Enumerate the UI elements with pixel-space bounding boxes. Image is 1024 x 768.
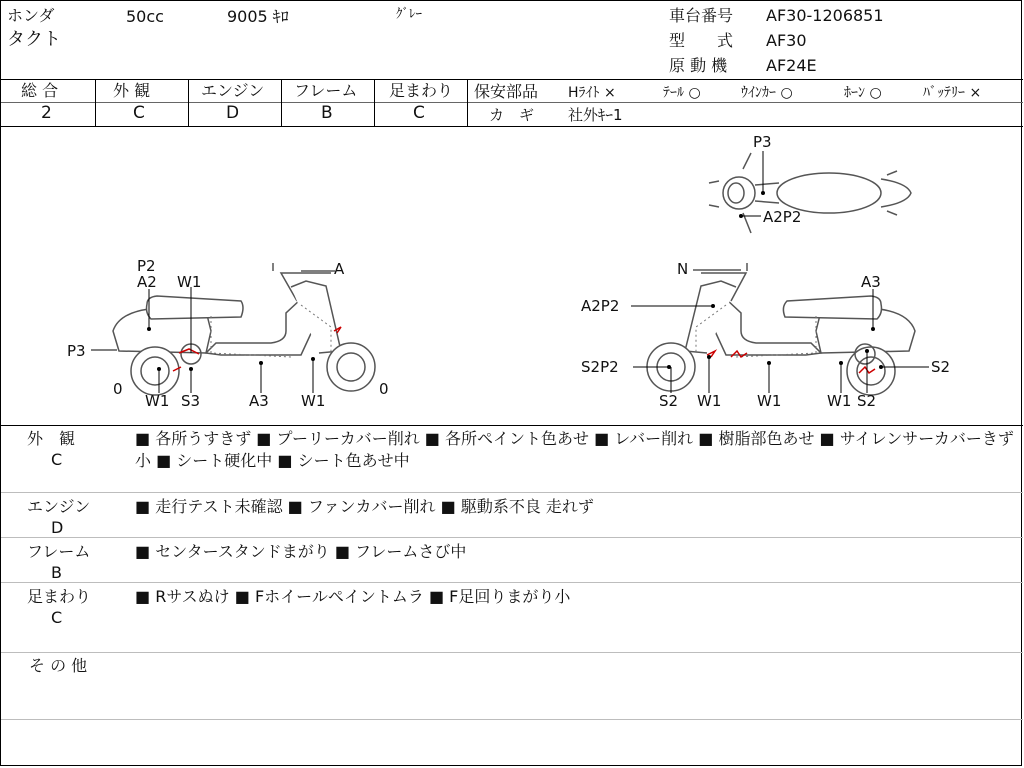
label-w1: W1 (301, 392, 326, 410)
remark-grade-frame: B (51, 563, 62, 582)
label-zero-left: 0 (113, 380, 123, 398)
safety-horn: ﾎｰﾝ ○ (844, 85, 882, 101)
remark-category-frame: フレーム (27, 542, 91, 561)
label-p3: P3 (753, 133, 772, 151)
maker: ホンダ (7, 6, 55, 25)
grade-label-engine: エンジン (201, 81, 265, 100)
label-n: N (677, 260, 689, 278)
safety-tail: ﾃｰﾙ ○ (663, 85, 701, 101)
label-w1: W1 (145, 392, 170, 410)
key-label: カ ギ (489, 106, 535, 124)
displacement: 50cc (126, 7, 164, 26)
label-w1: W1 (827, 392, 852, 410)
label-a2: A2 (137, 273, 157, 291)
divider (1, 537, 1023, 538)
divider (1, 79, 1023, 80)
divider (95, 79, 96, 126)
type-value: AF30 (766, 31, 807, 50)
damage-diagram (1, 127, 1023, 425)
remark-category-engine: エンジン (27, 497, 91, 516)
grade-value-suspension: C (413, 103, 425, 123)
frame-no: AF30-1206851 (766, 6, 884, 25)
label-a3: A3 (249, 392, 269, 410)
frame-no-label: 車台番号 (669, 6, 734, 25)
grade-value-engine: D (226, 103, 240, 123)
remark-grade-engine: D (51, 518, 64, 537)
grade-label-total: 総 合 (21, 81, 59, 100)
remark-text-engine: ■ 走行テスト未確認 ■ ファンカバー削れ ■ 駆動系不良 走れず (135, 497, 594, 516)
label-a3: A3 (861, 273, 881, 291)
label-p3: P3 (67, 342, 86, 360)
divider (188, 79, 189, 126)
color: ｸﾞﾚｰ (396, 7, 422, 22)
grade-label-exterior: 外 観 (113, 81, 151, 100)
key-value: 社外ｷｰ1 (568, 106, 623, 124)
label-w1: W1 (697, 392, 722, 410)
divider (467, 102, 1023, 103)
scooter-top-view (709, 153, 911, 233)
label-s2: S2 (931, 358, 951, 376)
remark-text-suspension: ■ Rサスぬけ ■ Fホイールペイントムラ ■ F足回りまがり小 (135, 587, 571, 606)
divider (374, 79, 375, 126)
grade-value-total: 2 (41, 103, 52, 123)
engine-value: AF24E (766, 56, 817, 75)
label-s2: S2 (659, 392, 679, 410)
grade-label-suspension: 足まわり (389, 81, 454, 100)
remark-grade-suspension: C (51, 608, 63, 627)
mileage: 9005 ｷﾛ (227, 7, 289, 26)
label-a2p2: A2P2 (581, 297, 620, 315)
label-a2p2: A2P2 (763, 208, 802, 226)
grade-value-frame: B (321, 103, 333, 123)
label-s3: S3 (181, 392, 201, 410)
divider (1, 582, 1023, 583)
divider (1, 492, 1023, 493)
divider (1, 719, 1023, 720)
divider (1, 652, 1023, 653)
safety-winker: ｳｲﾝｶｰ ○ (741, 85, 793, 101)
label-zero-right: 0 (379, 380, 389, 398)
label-w1: W1 (757, 392, 782, 410)
remark-grade-exterior: C (51, 450, 63, 469)
label-p2: P2 (137, 257, 156, 275)
divider (281, 79, 282, 126)
label-w1: W1 (177, 273, 202, 291)
safety-battery: ﾊﾞｯﾃﾘｰ × (923, 85, 982, 101)
remark-category-suspension: 足まわり (27, 587, 92, 606)
divider (1, 425, 1023, 426)
grade-value-exterior: C (133, 103, 145, 123)
safety-headlight: Hﾗｲﾄ × (568, 85, 616, 101)
engine-label: 原 動 機 (669, 56, 728, 75)
model-name: タクト (7, 29, 61, 50)
label-s2p2: S2P2 (581, 358, 619, 376)
remark-category-exterior: 外 観 (27, 429, 76, 448)
grade-label-frame: フレーム (294, 81, 358, 100)
remark-text-frame: ■ センタースタンドまがり ■ フレームさび中 (135, 542, 467, 561)
label-s2: S2 (857, 392, 877, 410)
type-label: 型 式 (669, 31, 734, 50)
divider (467, 79, 468, 126)
safety-title: 保安部品 (474, 82, 539, 101)
label-a: A (334, 260, 345, 278)
remark-category-other: そ の 他 (29, 656, 88, 675)
remark-text-exterior: ■ 各所うすきず ■ プーリーカバー削れ ■ 各所ペイント色あせ ■ レバー削れ ■ 樹脂部色あせ ■ サイレンサーカバーきず小 ■ シート硬化中 ■ シート色あせ中 (135, 429, 1014, 470)
